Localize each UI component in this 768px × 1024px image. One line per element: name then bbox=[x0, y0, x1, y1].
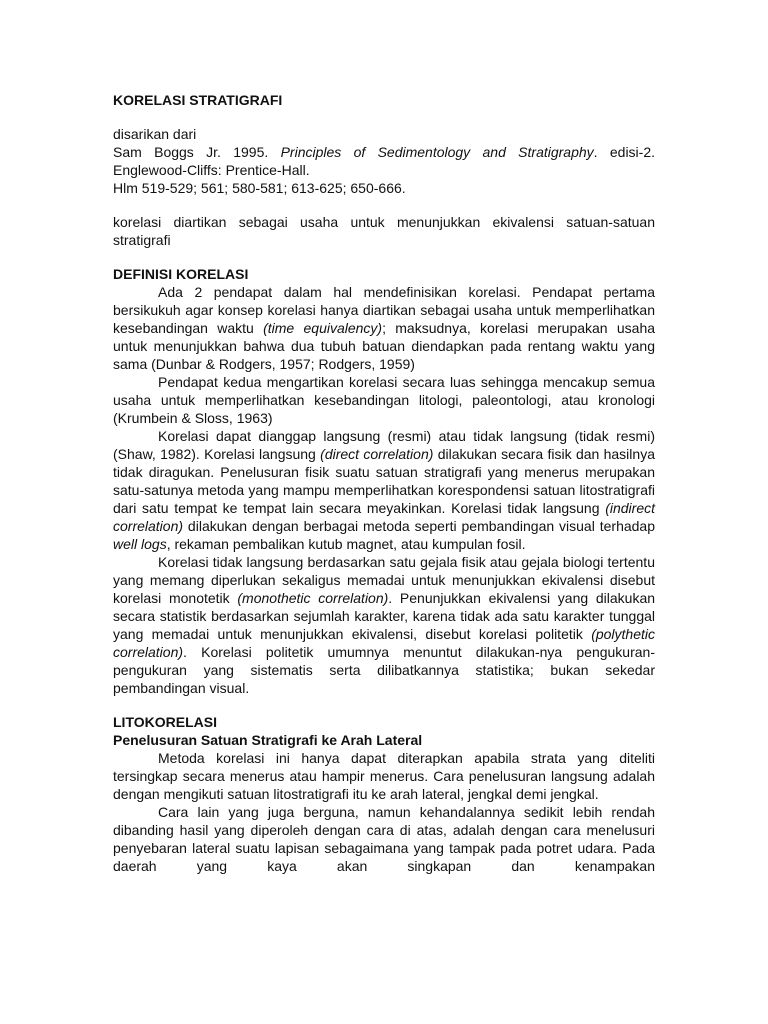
text-run: dilakukan secara fisik dan hasilnya tidak diragukan. Penelusuran fisik suatu satuan stratigrafi yang menerus merupakan satu-satunya metoda yang mampu memperlihatkan korespondensi satuan litostratigrafi dari satu tempat ke tempat lain secara meyakinkan. Korelasi tidak langsung bbox=[113, 446, 655, 516]
text-run: . Penunjukkan ekivalensi yang dilakukan secara statistik berdasarkan sejumlah karakter, karena tidak ada satu karakter tunggal yang memadai untuk menunjukkan ekivalensi, disebut korelasi politetik bbox=[113, 590, 656, 642]
document-page bbox=[113, 91, 655, 875]
text-run: dilakukan dengan berbagai metoda seperti pembandingan visual terhadap bbox=[183, 518, 655, 534]
source-edition: . edisi-2. bbox=[593, 144, 656, 160]
term-italic: (monothetic correlation) bbox=[237, 590, 389, 606]
term-italic: (indirect correlation) bbox=[113, 500, 655, 534]
term-italic: (direct correlation) bbox=[320, 446, 434, 462]
text-run: Ada 2 pendapat dalam hal mendefinisikan korelasi. Pendapat pertama bersikukuh agar konsep korelasi hanya diartikan sebagai usaha untuk memperlihatkan kesebandingan waktu bbox=[113, 284, 655, 336]
term-italic: (time equivalency) bbox=[263, 320, 383, 336]
source-reference bbox=[113, 143, 655, 161]
text-run: ; maksudnya, korelasi merupakan usaha untuk menunjukkan bahwa dua tubuh batuan diendapkan pada rentang waktu yang sama (Dunbar & Rodgers, 1957; Rodgers, 1959) bbox=[113, 320, 656, 372]
term-italic: (polythetic correlation) bbox=[113, 626, 655, 660]
source-intro: disarikan dari bbox=[113, 126, 197, 142]
paragraph-1 bbox=[113, 283, 655, 373]
paragraph-2: Pendapat kedua mengartikan korelasi secara luas sehingga mencakup semua usaha untuk memperlihatkan kesebandingan litologi, paleontologi, atau kronologi (Krumbein & Sloss, 1963) bbox=[113, 374, 655, 426]
subsection-heading: Penelusuran Satuan Stratigrafi ke Arah Lateral bbox=[113, 732, 423, 748]
intro-text: korelasi diartikan sebagai usaha untuk menunjukkan ekivalensi satuan-satuan stratigrafi bbox=[113, 214, 655, 248]
document-title: KORELASI STRATIGRAFI bbox=[113, 92, 283, 108]
source-book-title: Principles of Sedimentology and Stratigraphy bbox=[280, 144, 594, 160]
paragraph-4 bbox=[113, 553, 655, 697]
source-citation bbox=[113, 125, 655, 197]
paragraph-6: Cara lain yang juga berguna, namun kehandalannya sedikit lebih rendah dibanding hasil yang diperoleh dengan cara di atas, adalah dengan cara menelusuri penyebaran lateral suatu lapisan sebagaimana yang tampak pada potret udara. Pada daerah yang kaya akan singkapan dan kenampakan bbox=[113, 804, 655, 874]
source-pages: Hlm 519-529; 561; 580-581; 613-625; 650-666. bbox=[113, 180, 406, 196]
source-publisher: Englewood-Cliffs: Prentice-Hall. bbox=[113, 162, 310, 178]
text-run: . Korelasi politetik umumnya menuntut dilakukan-nya pengukuran-pengukuran yang sistematis serta dilibatkannya statistika; bukan sekedar pembandingan visual. bbox=[113, 644, 655, 696]
term-italic: well logs bbox=[113, 536, 167, 552]
section-heading-litokorelasi: LITOKORELASI bbox=[113, 714, 217, 730]
source-author: Sam Boggs Jr. 1995. bbox=[113, 144, 269, 160]
section-heading-definisi: DEFINISI KORELASI bbox=[113, 266, 249, 282]
text-run: Korelasi dapat dianggap langsung (resmi) atau tidak langsung (tidak resmi) (Shaw, 1982). Korelasi langsung bbox=[113, 428, 655, 462]
text-run: , rekaman pembalikan kutub magnet, atau kumpulan fosil. bbox=[166, 536, 526, 552]
paragraph-5: Metoda korelasi ini hanya dapat diterapkan apabila strata yang diteliti tersingkap secara menerus atau hampir menerus. Cara penelusuran langsung adalah dengan mengikuti satuan litostratigrafi itu ke arah lateral, jengkal demi jengkal. bbox=[113, 750, 655, 802]
text-run: Korelasi tidak langsung berdasarkan satu gejala fisik atau gejala biologi tertentu yang memang diperlukan sekaligus memadai untuk menunjukkan ekivalensi disebut korelasi monotetik bbox=[113, 554, 655, 606]
paragraph-3 bbox=[113, 427, 655, 553]
